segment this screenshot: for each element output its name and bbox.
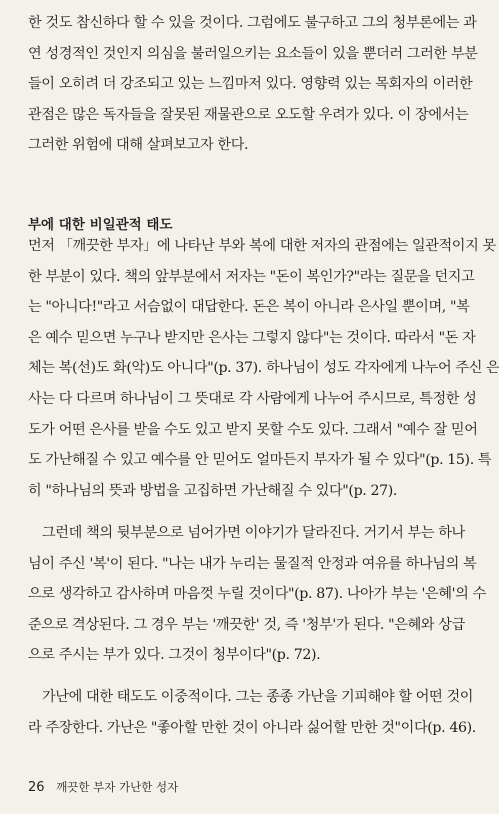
text-line: 라 주장한다. 가난은 "좋아할 만한 것이 아니라 싫어할 만한 것"이다(p. 46). — [28, 719, 476, 736]
text-line: 도가 어떤 은사를 받을 수도 있고 받지 못할 수도 있다. 그래서 "예수 잘 믿어 — [28, 421, 478, 438]
intro-paragraph — [28, 8, 478, 161]
text-line: 연 성경적인 것인지 의심을 불러일으키는 요소들이 있을 뿐더러 그러한 부분 — [28, 45, 478, 62]
text-line: 는 "아니다!"라고 서슴없이 대답한다. 돈은 복이 아니라 은사일 뿐이며, "복 — [28, 299, 470, 316]
text-line: 히 "하나님의 뜻과 방법을 고집하면 가난해질 수 있다"(p. 27). — [28, 482, 397, 499]
text-line: 은 예수 믿으면 누구나 받지만 은사는 그렇지 않다"는 것이다. 따라서 "돈 자 — [28, 329, 476, 346]
text-line: 관점은 많은 독자들을 잘못된 재물관으로 오도할 우려가 있다. 이 장에서는 — [28, 106, 469, 123]
text-line: 들이 오히려 더 강조되고 있는 느낌마저 있다. 영향력 있는 목회자의 이러한 — [28, 76, 473, 93]
text-line: 한 것도 참신하다 할 수 있을 것이다. 그럼에도 불구하고 그의 청부론에는 과 — [28, 15, 477, 31]
text-line: 가난에 대한 태도도 이중적이다. 그는 종종 가난을 기피해야 할 어떤 것이 — [42, 689, 474, 705]
text-line: 한 부분이 있다. 책의 앞부분에서 저자는 "돈이 복인가?"라는 질문을 던지고 — [28, 268, 475, 285]
body-paragraph-2 — [28, 518, 486, 671]
text-line: 님이 주신 '복'이 된다. "나는 내가 누리는 물질적 안정과 여유를 하나님의 복 — [28, 555, 477, 572]
text-line: 먼저 「깨끗한 부자」에 나타난 부와 복에 대한 저자의 관점에는 일관적이지 못 — [28, 238, 496, 254]
text-line: 그러한 위험에 대해 살펴보고자 한다. — [28, 137, 249, 154]
page-footer — [28, 779, 178, 795]
page-number: 26 — [28, 780, 45, 795]
body-paragraph-1 — [28, 231, 499, 506]
text-line: 그런데 책의 뒷부분으로 넘어가면 이야기가 달라진다. 거기서 부는 하나 — [42, 525, 465, 541]
body-paragraph-3 — [28, 682, 476, 743]
text-line: 체는 복(선)도 화(악)도 아니다"(p. 37). 하나님이 성도 각자에게 나누어 주신 은 — [28, 360, 499, 377]
text-line: 으로 생각하고 감사하며 마음껏 누릴 것이다"(p. 87). 나아가 부는 '은혜'의 수 — [28, 586, 486, 603]
text-line: 으로 주시는 부가 있다. 그것이 청부이다"(p. 72). — [28, 647, 321, 664]
text-line: 도 가난해질 수 있고 예수를 안 믿어도 얼마든지 부자가 될 수 있다"(p. 15). 특 — [28, 452, 492, 469]
section-heading: 부에 대한 비일관적 태도 — [28, 217, 173, 233]
text-line: 준으로 격상된다. 그 경우 부는 '깨끗한' 것, 즉 '청부'가 된다. "은혜와 상급 — [28, 616, 465, 633]
book-title: 깨끗한 부자 가난한 성자 — [56, 780, 179, 794]
text-line: 사는 다 다르며 하나님이 그 뜻대로 각 사람에게 나누어 주시므로, 특정한 성 — [28, 390, 477, 407]
